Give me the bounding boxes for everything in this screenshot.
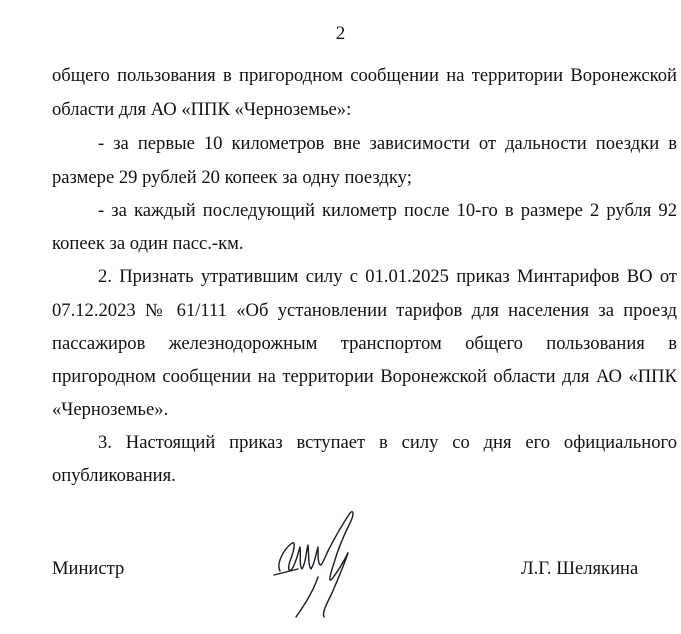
clause-2-line: 07.12.2023 № 61/111 «Об установлении тарифов для населения за проезд [52, 300, 677, 321]
clause-2-line: «Черноземье». [52, 399, 169, 420]
tariff-item-line: - за каждый последующий километр после 10-го в размере 2 рубля 92 [98, 200, 677, 221]
paragraph-line: области для АО «ППК «Черноземье»: [52, 99, 352, 120]
signatory-title: Министр [52, 558, 125, 579]
tariff-item-line: копеек за один пасс.-км. [52, 233, 244, 254]
page-number: 2 [335, 23, 346, 44]
tariff-item-line: размере 29 рублей 20 копеек за одну поездку; [52, 167, 412, 188]
signatory-name: Л.Г. Шелякина [521, 558, 639, 579]
tariff-item-line: - за первые 10 километров вне зависимости от дальности поездки в [98, 133, 677, 154]
paragraph-line: общего пользования в пригородном сообщении на территории Воронежской [52, 65, 677, 86]
clause-2-line: пассажиров железнодорожным транспортом общего пользования в [52, 333, 677, 354]
handwritten-signature [266, 505, 366, 620]
clause-3-line: опубликования. [52, 465, 176, 486]
clause-2-line: 2. Признать утратившим силу с 01.01.2025 приказ Минтарифов ВО от [98, 266, 677, 287]
clause-2-line: пригородном сообщении на территории Воронежской области для АО «ППК [52, 366, 677, 387]
clause-3-line: 3. Настоящий приказ вступает в силу со дня его официального [98, 432, 677, 453]
